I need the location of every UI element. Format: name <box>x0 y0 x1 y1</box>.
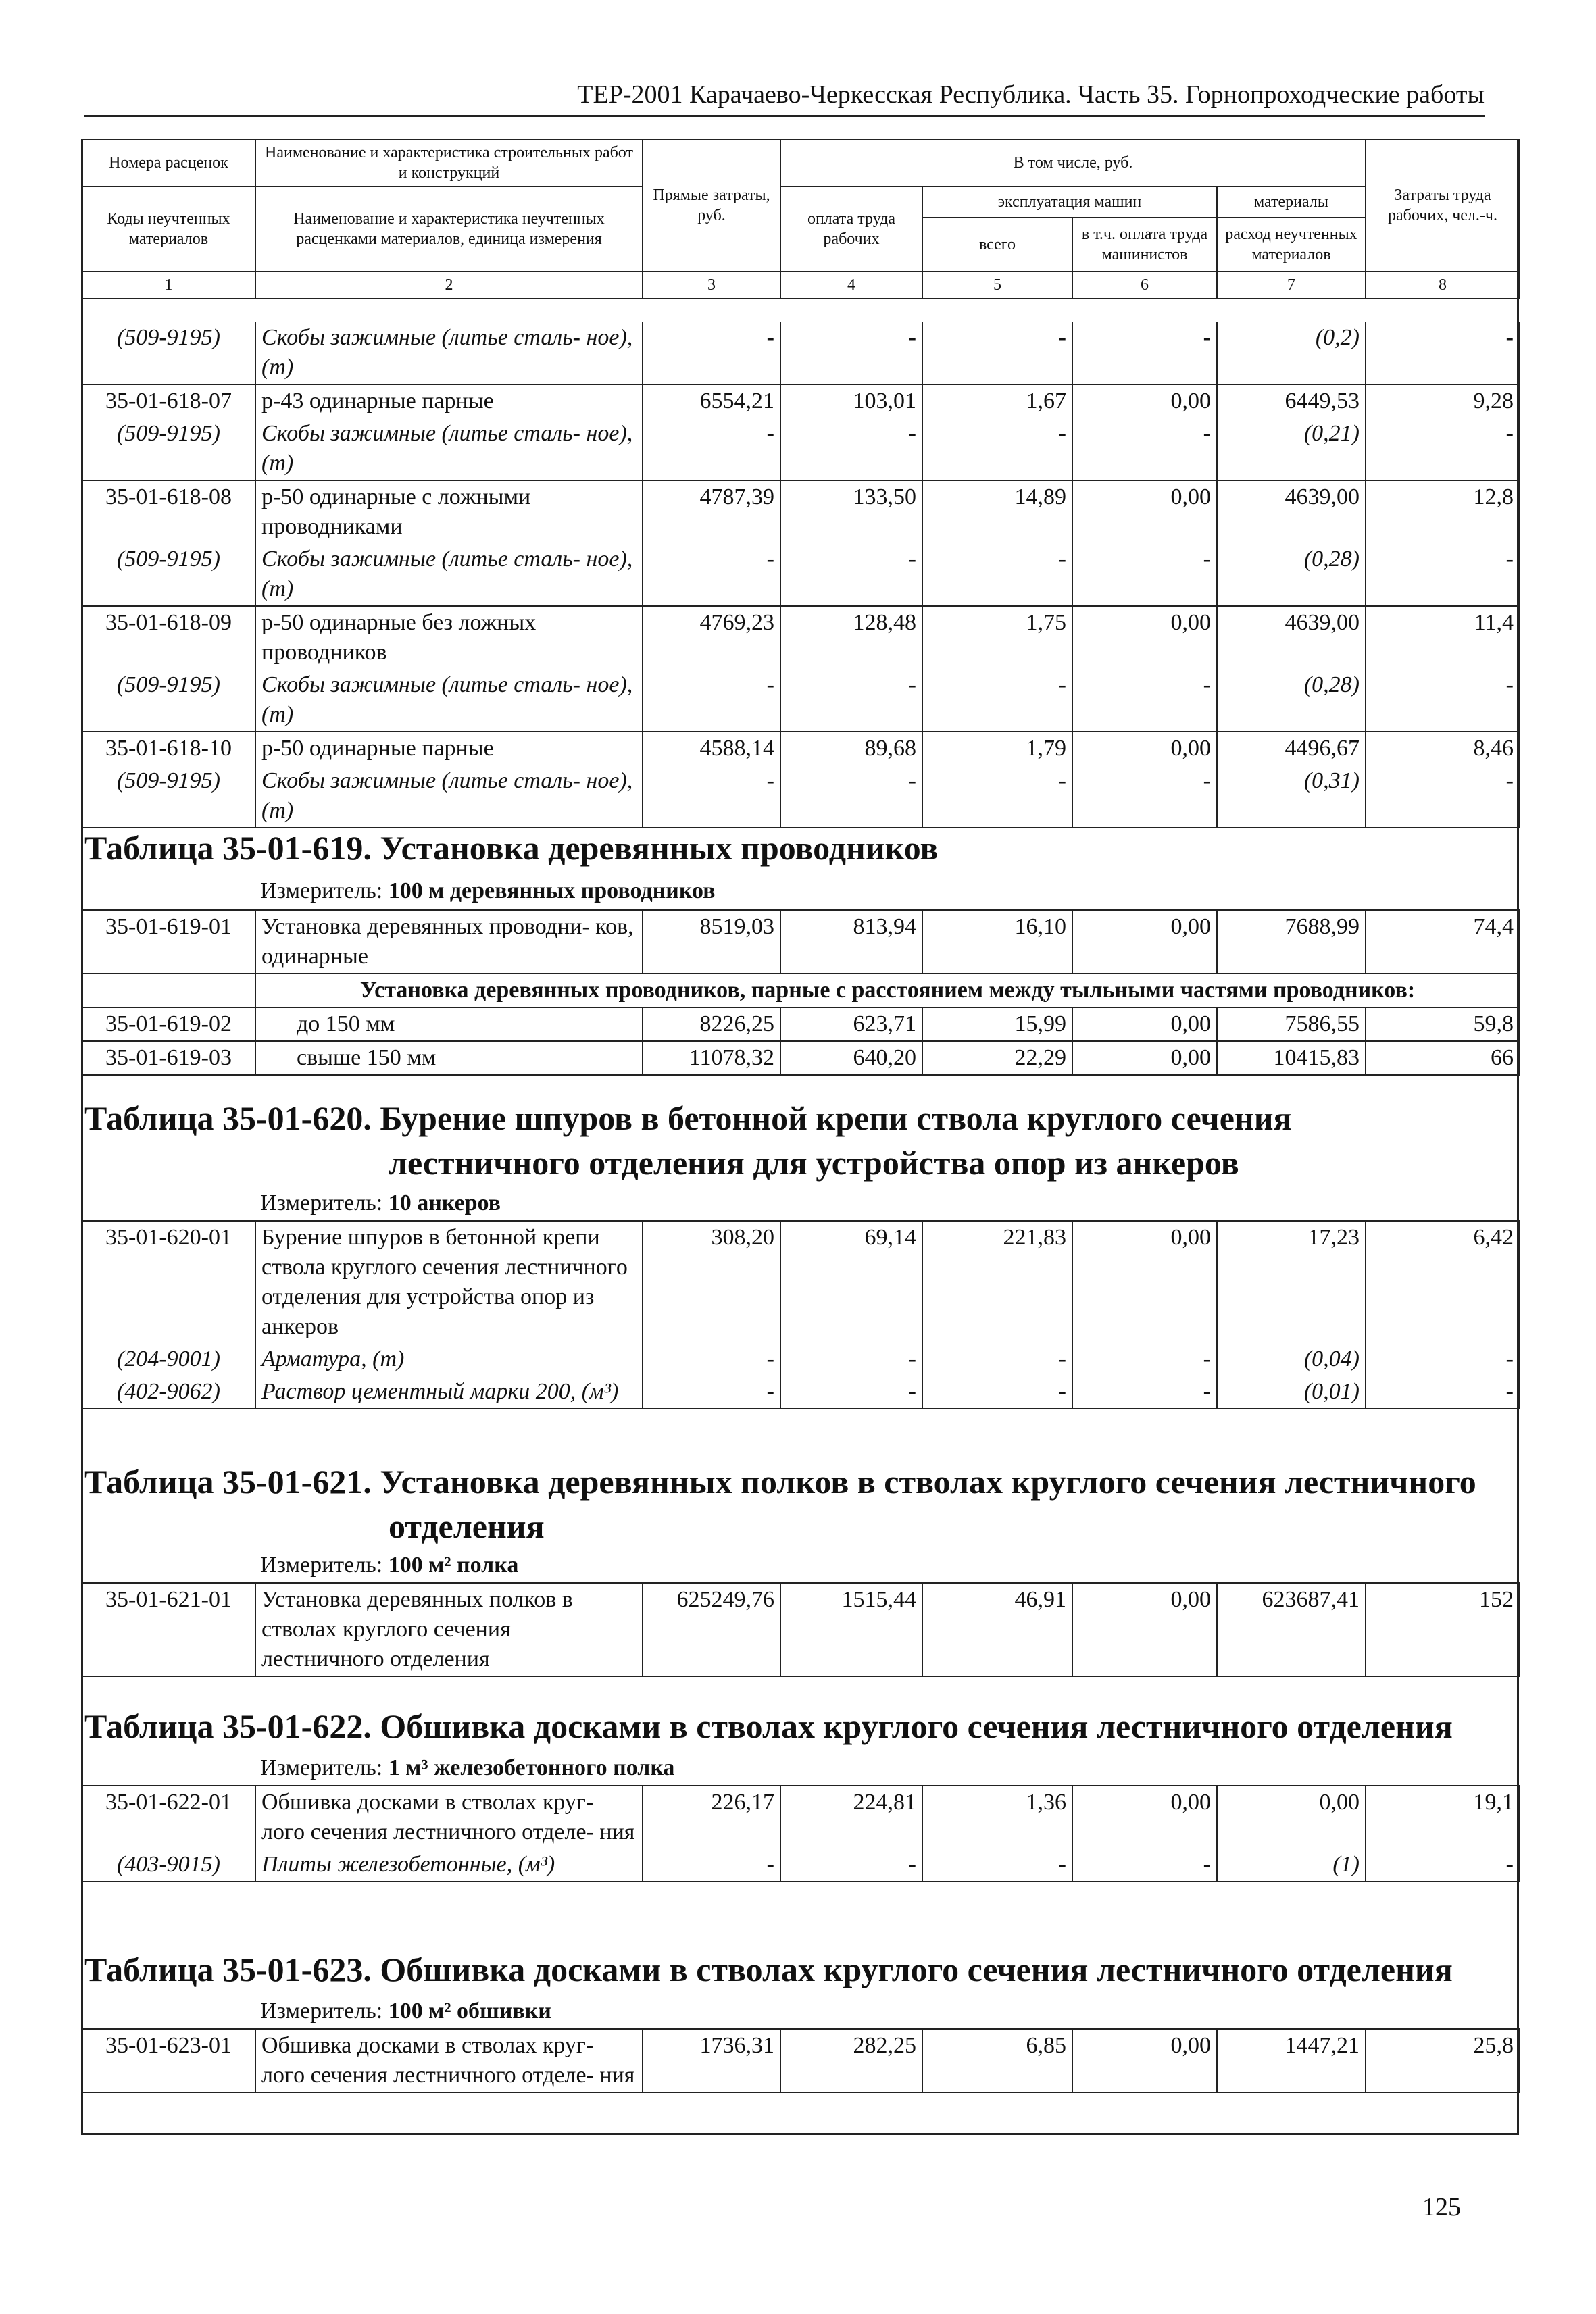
col5-header: всего <box>922 218 1072 272</box>
table-row <box>82 910 1520 974</box>
cell-labor-pay: 133,50 <box>780 480 922 543</box>
cell-labor-hours: 19,1 <box>1366 1786 1520 1848</box>
cell-labor-hours: 152 <box>1366 1583 1520 1676</box>
col8-header: Затраты труда рабочих, чел.-ч. <box>1366 139 1520 272</box>
cell-machines-total: 16,10 <box>922 910 1072 974</box>
rate-code: 35-01-620-01 <box>82 1221 255 1343</box>
material-name: Скобы зажимные (литье сталь- ное), (т) <box>255 669 643 732</box>
col4-header: оплата труда рабочих <box>780 186 922 272</box>
cell-machines-total: 221,83 <box>922 1221 1072 1343</box>
measure-value: 100 м² обшивки <box>388 1998 551 2023</box>
table-row <box>82 543 1520 606</box>
cell-machinists-pay: 0,00 <box>1072 1786 1217 1848</box>
cell-labor-hours: 74,4 <box>1366 910 1520 974</box>
cell-machinists-pay: - <box>1072 543 1217 606</box>
cell-materials: (0,2) <box>1217 322 1366 384</box>
work-name: р-43 одинарные парные <box>255 384 643 418</box>
cell-labor-hours: 12,8 <box>1366 480 1520 543</box>
table-subheader-row <box>82 974 1520 1007</box>
material-code: (204-9001) <box>82 1343 255 1376</box>
cell-materials: (0,28) <box>1217 543 1366 606</box>
table-623-title: Таблица 35-01-623. Обшивка досками в стволах круглого сечения лестничного отделения <box>84 1951 1453 1988</box>
cell-labor-hours: - <box>1366 765 1520 828</box>
table-622-measure <box>260 1755 674 1781</box>
cell-labor-hours: - <box>1366 1848 1520 1882</box>
cell-machinists-pay: - <box>1072 418 1217 480</box>
col7-header: расход неучтенных материалов <box>1217 218 1366 272</box>
cell-labor-pay: - <box>780 765 922 828</box>
cell-labor-hours: 6,42 <box>1366 1221 1520 1343</box>
cell-direct-cost: - <box>643 1376 780 1409</box>
table-row <box>82 732 1520 765</box>
cell-machinists-pay: - <box>1072 322 1217 384</box>
measure-value: 100 м² полка <box>388 1553 519 1578</box>
col2-header-b: Наименование и характеристика неучтенных расценками материалов, единица измерения <box>255 186 643 272</box>
material-code: (509-9195) <box>82 418 255 480</box>
cell-labor-pay: - <box>780 1848 922 1882</box>
cell-machines-total: 14,89 <box>922 480 1072 543</box>
material-name: Арматура, (т) <box>255 1343 643 1376</box>
cell-labor-pay: 640,20 <box>780 1041 922 1075</box>
cell-labor-pay: - <box>780 322 922 384</box>
rate-code: 35-01-621-01 <box>82 1583 255 1676</box>
material-name: Скобы зажимные (литье сталь- ное), (т) <box>255 543 643 606</box>
col-number: 3 <box>643 272 780 299</box>
rate-code: 35-01-623-01 <box>82 2029 255 2092</box>
rate-code: 35-01-619-03 <box>82 1041 255 1075</box>
rate-code: 35-01-619-01 <box>82 910 255 974</box>
cell-materials: 6449,53 <box>1217 384 1366 418</box>
table-row <box>82 669 1520 732</box>
cell-machines-total: 6,85 <box>922 2029 1072 2092</box>
material-code: (509-9195) <box>82 543 255 606</box>
work-name: до 150 мм <box>255 1007 643 1041</box>
cell-direct-cost: - <box>643 418 780 480</box>
col2-header-a: Наименование и характеристика строительных работ и конструкций <box>255 139 643 186</box>
table-row <box>82 418 1520 480</box>
measure-value: 10 анкеров <box>388 1190 501 1215</box>
cell-direct-cost: 8226,25 <box>643 1007 780 1041</box>
cell-materials: 623687,41 <box>1217 1583 1366 1676</box>
cell-materials: 1447,21 <box>1217 2029 1366 2092</box>
cell-direct-cost: 6554,21 <box>643 384 780 418</box>
cell-machinists-pay: 0,00 <box>1072 480 1217 543</box>
measure-label: Измеритель: <box>260 1190 383 1215</box>
cell-labor-hours: 66 <box>1366 1041 1520 1075</box>
table-621 <box>81 1582 1520 1677</box>
table-row <box>82 1007 1520 1041</box>
cell-materials: (0,28) <box>1217 669 1366 732</box>
cell-labor-hours: - <box>1366 418 1520 480</box>
cell-direct-cost: 226,17 <box>643 1786 780 1848</box>
material-name: Скобы зажимные (литье сталь- ное), (т) <box>255 322 643 384</box>
work-name: Установка деревянных проводни- ков, одинарные <box>255 910 643 974</box>
cell-labor-pay: - <box>780 1343 922 1376</box>
cell-labor-hours: - <box>1366 543 1520 606</box>
col-number: 6 <box>1072 272 1217 299</box>
table-619-measure <box>260 878 716 904</box>
col6-header: в т.ч. оплата труда машинистов <box>1072 218 1217 272</box>
cell-machines-total: 1,67 <box>922 384 1072 418</box>
cell-labor-pay: 1515,44 <box>780 1583 922 1676</box>
col-number: 2 <box>255 272 643 299</box>
col-number: 7 <box>1217 272 1366 299</box>
material-code: (509-9195) <box>82 669 255 732</box>
cell-machinists-pay: 0,00 <box>1072 910 1217 974</box>
cell-machines-total: - <box>922 1848 1072 1882</box>
cell-labor-hours: 25,8 <box>1366 2029 1520 2092</box>
cell-machines-total: - <box>922 1376 1072 1409</box>
cell-labor-hours: - <box>1366 322 1520 384</box>
table-row <box>82 1221 1520 1343</box>
cell-materials: 10415,83 <box>1217 1041 1366 1075</box>
cell-direct-cost: 4588,14 <box>643 732 780 765</box>
cell-machines-total: - <box>922 322 1072 384</box>
material-code: (403-9015) <box>82 1848 255 1882</box>
cell-labor-pay: - <box>780 669 922 732</box>
material-name: Скобы зажимные (литье сталь- ное), (т) <box>255 765 643 828</box>
cell-machinists-pay: - <box>1072 1343 1217 1376</box>
cell-direct-cost: 1736,31 <box>643 2029 780 2092</box>
rate-code: 35-01-619-02 <box>82 1007 255 1041</box>
table-622-title: Таблица 35-01-622. Обшивка досками в стволах круглого сечения лестничного отделения <box>84 1707 1453 1745</box>
cell-direct-cost: 625249,76 <box>643 1583 780 1676</box>
cell-labor-hours: - <box>1366 669 1520 732</box>
work-name: Обшивка досками в стволах круг- лого сечения лестничного отделе- ния <box>255 2029 643 2092</box>
blank-cell <box>82 974 255 1007</box>
measure-value: 1 м³ железобетонного полка <box>388 1755 675 1780</box>
page-number: 125 <box>1422 2193 1461 2221</box>
cell-machinists-pay: 0,00 <box>1072 1041 1217 1075</box>
table-row <box>82 2029 1520 2092</box>
table-row <box>82 384 1520 418</box>
cell-direct-cost: 11078,32 <box>643 1041 780 1075</box>
cell-direct-cost: - <box>643 1848 780 1882</box>
cell-materials: 4639,00 <box>1217 480 1366 543</box>
cell-labor-pay: 282,25 <box>780 2029 922 2092</box>
table-row <box>82 1786 1520 1848</box>
cell-direct-cost: - <box>643 543 780 606</box>
cell-machinists-pay: - <box>1072 765 1217 828</box>
cell-machines-total: - <box>922 1343 1072 1376</box>
table-row <box>82 322 1520 384</box>
table-621-title-line2: отделения <box>389 1507 545 1545</box>
table-row <box>82 1376 1520 1409</box>
table-619-title: Таблица 35-01-619. Установка деревянных проводников <box>84 829 939 867</box>
material-code: (509-9195) <box>82 765 255 828</box>
work-name: свыше 150 мм <box>255 1041 643 1075</box>
table-row <box>82 1583 1520 1676</box>
cell-materials: 7586,55 <box>1217 1007 1366 1041</box>
cell-materials: (0,31) <box>1217 765 1366 828</box>
cell-machines-total: 46,91 <box>922 1583 1072 1676</box>
cell-direct-cost: 4787,39 <box>643 480 780 543</box>
table-619 <box>81 909 1520 1076</box>
cell-machinists-pay: 0,00 <box>1072 384 1217 418</box>
cell-labor-pay: 103,01 <box>780 384 922 418</box>
rate-code: 35-01-622-01 <box>82 1786 255 1848</box>
table-621-title <box>84 1459 1476 1549</box>
cell-machinists-pay: - <box>1072 1376 1217 1409</box>
cell-labor-hours: - <box>1366 1343 1520 1376</box>
table-row <box>82 1343 1520 1376</box>
table-row <box>82 1041 1520 1075</box>
material-name: Плиты железобетонные, (м³) <box>255 1848 643 1882</box>
cell-direct-cost: 308,20 <box>643 1221 780 1343</box>
cell-direct-cost: 4769,23 <box>643 606 780 669</box>
cell-materials: 17,23 <box>1217 1221 1366 1343</box>
cell-machines-total: - <box>922 418 1072 480</box>
cell-materials: 4639,00 <box>1217 606 1366 669</box>
table-row <box>82 765 1520 828</box>
col-number: 1 <box>82 272 255 299</box>
material-code: (509-9195) <box>82 322 255 384</box>
page-header: ТЕР-2001 Карачаево-Черкесская Республика. Часть 35. Горнопроходческие работы <box>84 80 1485 117</box>
machines-header: эксплуатация машин <box>922 186 1217 218</box>
cell-labor-hours: 59,8 <box>1366 1007 1520 1041</box>
cell-materials: (1) <box>1217 1848 1366 1882</box>
material-name: Скобы зажимные (литье сталь- ное), (т) <box>255 418 643 480</box>
cell-machines-total: - <box>922 669 1072 732</box>
cell-materials: 4496,67 <box>1217 732 1366 765</box>
work-name: р-50 одинарные без ложных проводников <box>255 606 643 669</box>
cell-machinists-pay: 0,00 <box>1072 1221 1217 1343</box>
col-number: 8 <box>1366 272 1520 299</box>
table-619-subtitle: Установка деревянных проводников, парные с расстоянием между тыльными частями проводников: <box>255 974 1520 1007</box>
cell-machinists-pay: - <box>1072 669 1217 732</box>
cell-labor-pay: 224,81 <box>780 1786 922 1848</box>
group-header: В том числе, руб. <box>780 139 1366 186</box>
cell-labor-pay: 89,68 <box>780 732 922 765</box>
cell-direct-cost: - <box>643 765 780 828</box>
cell-labor-pay: - <box>780 418 922 480</box>
cell-labor-hours: - <box>1366 1376 1520 1409</box>
col1-header-a: Номера расценок <box>82 139 255 186</box>
cell-labor-pay: 69,14 <box>780 1221 922 1343</box>
cell-machines-total: 1,75 <box>922 606 1072 669</box>
cell-materials: (0,04) <box>1217 1343 1366 1376</box>
table-620 <box>81 1220 1520 1409</box>
work-name: Установка деревянных полков в стволах круглого сечения лестничного отделения <box>255 1583 643 1676</box>
cell-labor-pay: 813,94 <box>780 910 922 974</box>
cell-labor-hours: 9,28 <box>1366 384 1520 418</box>
cell-machinists-pay: 0,00 <box>1072 732 1217 765</box>
col3-header: Прямые затраты, руб. <box>643 139 780 272</box>
cell-machinists-pay: 0,00 <box>1072 606 1217 669</box>
column-header-table <box>81 139 1520 299</box>
cell-machinists-pay: 0,00 <box>1072 1007 1217 1041</box>
cell-direct-cost: - <box>643 1343 780 1376</box>
cell-materials: (0,01) <box>1217 1376 1366 1409</box>
measure-label: Измеритель: <box>260 1998 383 2023</box>
cell-machines-total: 1,36 <box>922 1786 1072 1848</box>
rate-code: 35-01-618-10 <box>82 732 255 765</box>
table-620-title <box>84 1096 1292 1185</box>
table-622 <box>81 1785 1520 1882</box>
cell-machines-total: - <box>922 543 1072 606</box>
rate-code: 35-01-618-07 <box>82 384 255 418</box>
rate-code: 35-01-618-09 <box>82 606 255 669</box>
work-name: р-50 одинарные парные <box>255 732 643 765</box>
table-618-continuation <box>81 322 1520 828</box>
cell-machinists-pay: 0,00 <box>1072 1583 1217 1676</box>
measure-label: Измеритель: <box>260 1553 383 1578</box>
table-621-measure <box>260 1553 518 1578</box>
table-623-measure <box>260 1998 551 2024</box>
table-row <box>82 1848 1520 1882</box>
cell-materials: (0,21) <box>1217 418 1366 480</box>
cell-labor-hours: 8,46 <box>1366 732 1520 765</box>
col-number: 4 <box>780 272 922 299</box>
measure-value: 100 м деревянных проводников <box>388 878 716 903</box>
material-code: (402-9062) <box>82 1376 255 1409</box>
table-621-title-line1: Таблица 35-01-621. Установка деревянных полков в стволах круглого сечения лестничного <box>84 1463 1476 1501</box>
cell-machines-total: 15,99 <box>922 1007 1072 1041</box>
materials-header: материалы <box>1217 186 1366 218</box>
cell-materials: 7688,99 <box>1217 910 1366 974</box>
rate-code: 35-01-618-08 <box>82 480 255 543</box>
cell-direct-cost: - <box>643 322 780 384</box>
cell-machines-total: 1,79 <box>922 732 1072 765</box>
material-name: Раствор цементный марки 200, (м³) <box>255 1376 643 1409</box>
cell-labor-pay: - <box>780 1376 922 1409</box>
cell-direct-cost: 8519,03 <box>643 910 780 974</box>
cell-labor-pay: 128,48 <box>780 606 922 669</box>
cell-materials: 0,00 <box>1217 1786 1366 1848</box>
measure-label: Измеритель: <box>260 878 383 903</box>
col1-header-b: Коды неучтенных материалов <box>82 186 255 272</box>
table-620-title-line1: Таблица 35-01-620. Бурение шпуров в бетонной крепи ствола круглого сечения <box>84 1099 1292 1137</box>
cell-labor-pay: 623,71 <box>780 1007 922 1041</box>
table-620-measure <box>260 1190 501 1216</box>
table-620-title-line2: лестничного отделения для устройства опор из анкеров <box>389 1144 1239 1182</box>
col-number: 5 <box>922 272 1072 299</box>
table-row <box>82 480 1520 543</box>
cell-machinists-pay: 0,00 <box>1072 2029 1217 2092</box>
cell-machines-total: - <box>922 765 1072 828</box>
cell-machines-total: 22,29 <box>922 1041 1072 1075</box>
table-row <box>82 606 1520 669</box>
cell-machinists-pay: - <box>1072 1848 1217 1882</box>
cell-direct-cost: - <box>643 669 780 732</box>
table-623 <box>81 2028 1520 2093</box>
measure-label: Измеритель: <box>260 1755 383 1780</box>
cell-labor-pay: - <box>780 543 922 606</box>
work-name: р-50 одинарные с ложными проводниками <box>255 480 643 543</box>
cell-labor-hours: 11,4 <box>1366 606 1520 669</box>
work-name: Обшивка досками в стволах круг- лого сечения лестничного отделе- ния <box>255 1786 643 1848</box>
work-name: Бурение шпуров в бетонной крепи ствола круглого сечения лестничного отделения для устройства опор из анкеров <box>255 1221 643 1343</box>
